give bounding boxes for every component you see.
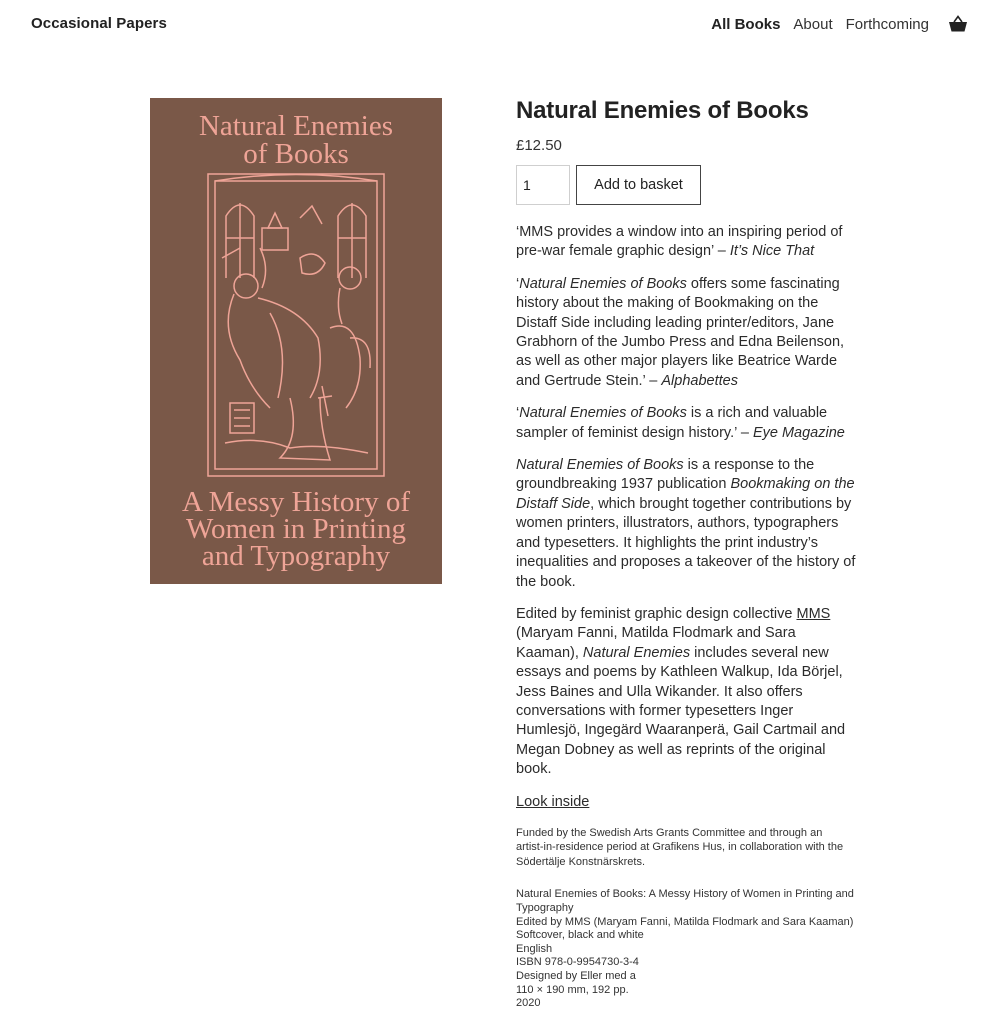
quote-source: Alphabettes bbox=[661, 372, 738, 389]
detail-editors: Edited by MMS (Maryam Fanni, Matilda Flodmark and Sara Kaaman) bbox=[516, 915, 854, 928]
product-price: £12.50 bbox=[516, 137, 562, 154]
cover-title-line-1: Natural Enemies bbox=[198, 110, 394, 142]
mms-link[interactable]: MMS bbox=[796, 605, 831, 622]
nav-all-books[interactable]: All Books bbox=[711, 15, 781, 33]
about-paragraph-2: Edited by feminist graphic design collective MMS (Maryam Fanni, Matilda Flodmark and Sara Kaaman), Natural Enemies includes several new essays and poems by Kathleen Walkup, Ida Börjel, Jess Baines and Ulla Wikander. It also offers conversations with former typesetters Inger Humlesjö, Ingegärd Waaranperä, Gail Cartmail and Megan Dobney as well as reprints of the original book. bbox=[516, 605, 846, 778]
site-title[interactable]: Occasional Papers bbox=[31, 15, 167, 32]
cover-subtitle-line-1: A Messy History of bbox=[182, 486, 410, 518]
quote-source: Eye Magazine bbox=[752, 424, 845, 441]
product-info bbox=[516, 96, 856, 1011]
cover-subtitle-line-2: Women in Printing bbox=[186, 513, 406, 545]
quote-its-nice-that: ‘MMS provides a window into an inspiring period of pre-war female graphic design’ – It’s Nice That bbox=[516, 224, 843, 260]
basket-icon[interactable] bbox=[948, 15, 968, 33]
cover-title-line-2: of Books bbox=[243, 138, 349, 170]
main-nav bbox=[698, 15, 968, 33]
cover-subtitle-line-3: and Typography bbox=[201, 540, 391, 572]
nav-about[interactable]: About bbox=[793, 15, 833, 33]
quote-source: It’s Nice That bbox=[729, 243, 815, 260]
book-cover[interactable] bbox=[150, 98, 442, 584]
product-title: Natural Enemies of Books bbox=[516, 97, 809, 124]
detail-size: 110 × 190 mm, 192 pp. bbox=[516, 983, 629, 996]
product-description bbox=[516, 223, 856, 812]
detail-designer: Designed by Eller med a bbox=[516, 970, 636, 983]
quantity-input[interactable] bbox=[516, 165, 570, 205]
quote-eye-magazine: ‘Natural Enemies of Books is a rich and valuable sampler of feminist design history.’ – Eye Magazine bbox=[516, 405, 845, 441]
quote-alphabettes: ‘Natural Enemies of Books offers some fascinating history about the making of Bookmaking on the Distaff Side including leading printer/editors, Jane Grabhorn of the Jumbo Press and Edna Beilenson, as well as other major players like Beatrice Warde and Gertrude Stein.’ – Alphabettes bbox=[516, 275, 845, 389]
buy-row bbox=[516, 165, 856, 205]
detail-year: 2020 bbox=[516, 997, 541, 1010]
about-paragraph-1: Natural Enemies of Books is a response to the groundbreaking 1937 publication Bookmaking on the Distaff Side, which brought together contributions by women printers, illustrators, authors, typographers and typesetters. It highlights the print industry’s inequalities and proposes a takeover of the history of the book. bbox=[516, 457, 856, 590]
book-details bbox=[516, 888, 856, 1010]
detail-format: Softcover, black and white bbox=[516, 929, 644, 942]
detail-isbn: ISBN 978-0-9954730-3-4 bbox=[516, 956, 639, 969]
look-inside-link[interactable]: Look inside bbox=[516, 793, 590, 810]
detail-title: Natural Enemies of Books: A Messy History of Women in Printing and Typography bbox=[516, 888, 854, 915]
add-to-basket-button[interactable]: Add to basket bbox=[576, 165, 701, 205]
funding-note: Funded by the Swedish Arts Grants Committee and through an artist-in-residence period at Grafikens Hus, in collaboration with the Södertälje Konstnärskrets. bbox=[516, 826, 844, 868]
detail-language: English bbox=[516, 942, 553, 955]
nav-forthcoming[interactable]: Forthcoming bbox=[845, 15, 929, 33]
